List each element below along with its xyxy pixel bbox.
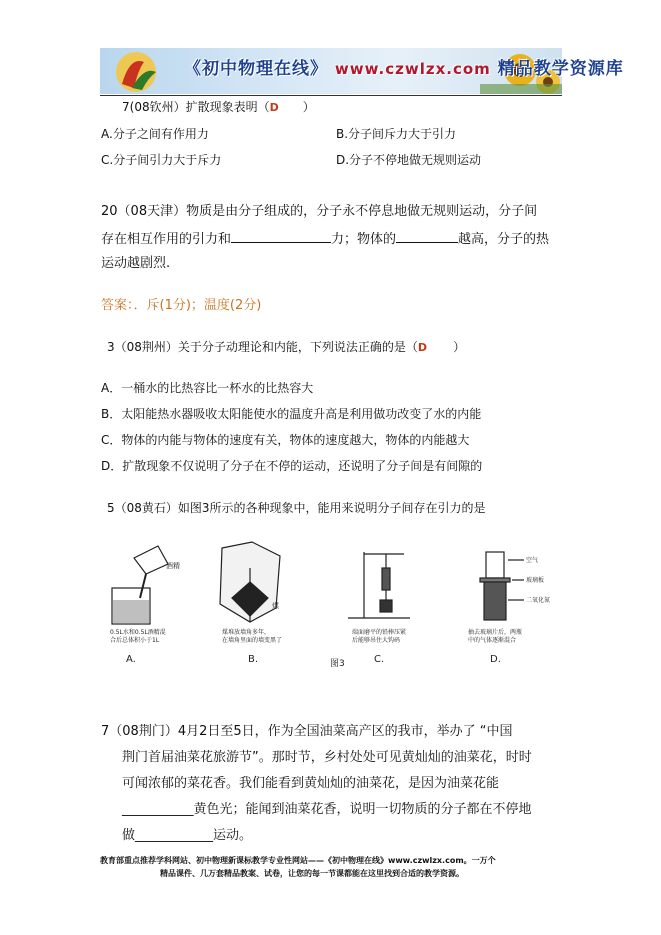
figure-caption-a2: 合后总体积小于1L [110,637,160,644]
figure-caption-b2: 在墙角里面的墙变黑了 [222,637,283,644]
banner-divider [100,95,562,96]
q3-option-a: A．一桶水的比热容比一杯水的比热容大 [101,381,314,395]
figure-caption-d2: 中的气体逐渐混合 [468,637,517,644]
banner-site-name: 《初中物理在线》 [184,59,328,79]
q7b-line4-text: 黄色光；能闻到油菜花香，说明一切物质的分子都在不停地 [193,802,532,817]
banner-title [184,54,624,79]
q3-stem-text: 3（08荆州）关于分子动理论和内能，下列说法正确的是（ [107,340,418,354]
q5-stem: 5（08黄石）如图3所示的各种现象中，能用来说明分子间存在引力的是 [107,501,486,515]
footer-line-1: 教育部重点推荐学科网站、初中物理新课标教学专业性网站——《初中物理在线》www.czwlzx.com。一万个 [100,856,496,865]
banner-url[interactable]: www.czwlzx.com [334,60,491,78]
figure-title: 图3 [330,659,345,669]
q7b-line3: 可闻浓郁的菜花香。我们能看到黄灿灿的油菜花，是因为油菜花能 [122,776,500,791]
q7b-line5-a: 做 [122,828,136,843]
q20-line2-b: 力；物体的 [331,232,397,247]
q3-option-d: D．扩散现象不仅说明了分子在不停的运动，还说明了分子间是有间隙的 [101,459,483,473]
q7a-option-a: A.分子之间有作用力 [101,127,209,141]
q3-option-b: B．太阳能热水器吸收太阳能使水的温度升高是利用做功改变了水的内能 [101,407,482,421]
figure-label-no2: 二氧化氮 [526,597,551,604]
q20-line2-a: 存在相互作用的引力和 [101,232,232,247]
figure-a-mixing-beakers [112,546,180,624]
q7b-line4 [122,802,532,818]
q7a-stem-text: 7(08钦州）扩散现象表明（ [122,100,270,114]
header-banner [100,48,624,94]
q3-stem [107,339,465,356]
figure-label-glass: 玻璃板 [526,577,545,584]
q7a-option-b: B.分子间斥力大于引力 [336,127,457,141]
footer-line-2: 精品课件、几万套精品教案、试卷，让您的每一节课都能在这里找到合适的教学资源。 [160,869,464,878]
q3-close: ） [453,340,466,354]
figure-c-lead-rods [348,552,410,618]
figure-b-coal-corner [220,542,280,622]
figure-label-air: 空气 [526,557,539,564]
q5-figure-3 [104,538,564,672]
figure-caption-d1: 抽去玻璃片后，两瓶 [468,629,523,636]
figure-label-alcohol: 酒精 [166,562,180,570]
q7b-line1: 7（08荆门）4月2日至5日，作为全国油菜高产区的我市，举办了 “中国 [101,724,513,739]
figure-caption-a1: 0.5L水和0.5L酒精混 [110,629,166,636]
figure-caption-c1: 端面磨平的铅棒压紧 [352,629,407,636]
q7b-line2: 荆门首届油菜花旅游节”。那时节，乡村处处可见黄灿灿的油菜花，时时 [122,750,532,765]
q7b-blank-1[interactable]: ___________ [122,802,194,817]
figure-label-a: A. [126,654,136,665]
q7b-line5-b: 运动。 [213,828,253,843]
q3-option-c: C．物体的内能与物体的速度有关，物体的速度越大，物体的内能越大 [101,433,470,447]
q20-line3: 运动越剧烈. [101,256,171,271]
figure-caption-b1: 煤堆放墙角多年， [222,629,271,636]
banner-subtitle: 精品教学资源库 [497,59,624,79]
figure-caption-c2: 后能够吊住大钩码 [352,637,401,644]
q20-line1: 20（08天津）物质是由分子组成的，分子永不停息地做无规则运动，分子间 [101,204,538,219]
q7b-blank-2[interactable]: ____________ [135,828,214,843]
q7a-option-d: D.分子不停地做无规则运动 [336,153,482,167]
figure-d-gas-jars [480,552,524,620]
q3-answer: D [417,341,428,354]
q7a-stem [122,99,315,116]
q20-blank-1[interactable] [231,230,331,243]
q20-line2-c: 越高，分子的热 [458,232,550,247]
figure-label-b: B. [248,654,259,665]
q7a-option-c: C.分子间引力大于斥力 [101,153,222,167]
figure-label-d: D. [490,654,501,665]
q7a-close: ） [302,100,315,114]
figure-label-coal: 煤 [272,602,279,610]
q20-answer: 答案：．斥(1分)；温度(2分) [101,298,262,313]
q20-blank-2[interactable] [396,230,458,243]
figure-label-c: C. [374,654,385,665]
q7a-answer: D [269,101,279,114]
q20-line2 [101,230,549,248]
q7b-line5 [122,828,252,844]
